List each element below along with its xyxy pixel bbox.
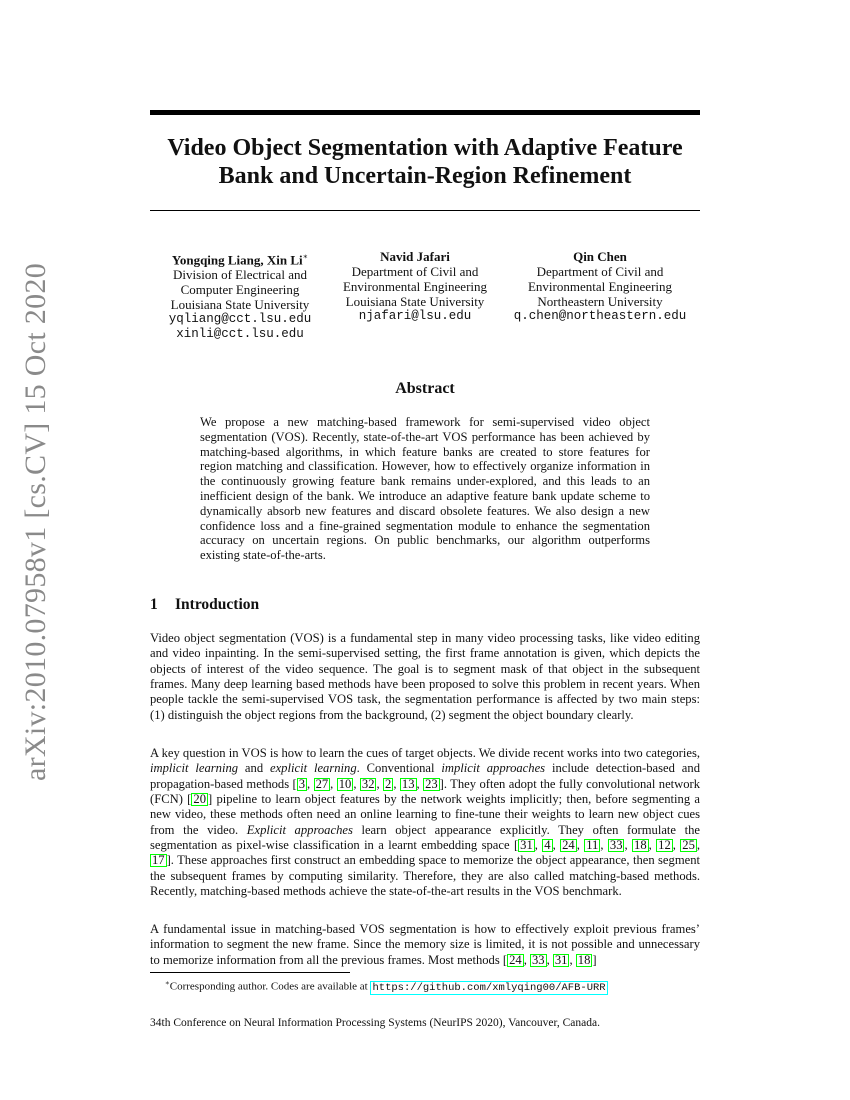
title-line-2: Bank and Uncertain-Region Refinement [218, 163, 632, 189]
arxiv-stamp [18, 262, 54, 782]
affiliation-line: Department of Civil and [351, 264, 479, 279]
citation-link[interactable]: 13 [401, 776, 415, 791]
author-block-3 [510, 249, 690, 324]
citation-link[interactable]: 27 [315, 776, 329, 791]
footnote-text: Corresponding author. Codes are available at [169, 980, 371, 993]
affiliation-line: Department of Civil and [536, 264, 664, 279]
author-email: xinli@cct.lsu.edu [176, 327, 304, 342]
author-name: Qin Chen [573, 249, 627, 264]
citation-link[interactable]: 31 [554, 952, 568, 967]
author-block-2 [335, 249, 495, 324]
author-email: q.chen@northeastern.edu [513, 309, 687, 323]
citation-link[interactable]: 18 [577, 952, 591, 967]
paragraph-3: A fundamental issue in matching-based VOS segmentation is how to effectively exploit previous frames’ information to segment the new frame. Since the memory size is limited, it is not possible and unnecessary to memorize information from all the previous frames. Most methods [ 24 , 33 , 31 , 18 ] [150, 922, 700, 967]
author-name: Yongqing Liang, Xin Li∗ [171, 252, 309, 268]
citation-group: 31 , 4 , 24 , 11 , 33 , 18 , 12 , 25 , 17 [152, 838, 701, 868]
footnote-rule [150, 972, 350, 973]
citation-link[interactable]: 23 [425, 776, 438, 791]
citation-link[interactable]: 25 [682, 838, 695, 853]
author-email: yqliang@cct.lsu.edu [168, 312, 312, 327]
citation-link[interactable]: 3 [298, 776, 306, 791]
arxiv-id: arXiv:2010.07958v1 [cs.CV] 15 Oct 2020 [19, 262, 52, 782]
citation-link[interactable]: 33 [531, 952, 545, 967]
citation-link[interactable]: 20 [193, 792, 206, 807]
citation-link[interactable]: 4 [544, 838, 551, 853]
section-title: Introduction [175, 596, 260, 613]
citation-group: 24 , 33 , 31 , 18 [509, 952, 591, 967]
citation-link[interactable]: 32 [361, 776, 375, 791]
code-url-link[interactable]: https://github.com/xmlyqing00/AFB-URR [372, 981, 606, 994]
abstract-body: We propose a new matching-based framework for semi-supervised video object segmentation (VOS). Recently, state-of-the-art VOS performance has been achieved by matching-based algorithms, in which feature banks are created to store features for region matching and classification. However, how to effectively organize information in the continuously growing feature bank remains under-explored, and this leads to an inefficient design of the bank. We introduce an adaptive feature bank update scheme to dynamically absorb new features and discard obsolete features. We also design a new confidence loss and a fine-grained segmentation module to enhance the segmentation accuracy on uncertain regions. On public benchmarks, our algorithm outperforms existing state-of-the-arts. [200, 415, 650, 563]
citation-link[interactable]: 10 [338, 776, 352, 791]
citation-link[interactable]: 17 [152, 853, 165, 868]
section-heading [150, 596, 259, 614]
citation-link[interactable]: 18 [634, 838, 647, 853]
citation-link[interactable]: 24 [509, 952, 522, 967]
title-line-1: Video Object Segmentation with Adaptive Feature [167, 135, 683, 161]
title-top-rule [150, 110, 700, 115]
affiliation-line: Environmental Engineering [527, 279, 673, 294]
affiliation-line: Northeastern University [537, 294, 663, 309]
citation-group: 3 , 27 , 10 , 32 , 2 , 13 , 23 [298, 776, 438, 791]
affiliation-line: Louisiana State University [345, 294, 485, 309]
paragraph-2: A key question in VOS is how to learn the cues of target objects. We divide recent works into two categories, implicit learning and explicit learning. Conventional implicit approaches include detection-based and propagation-based methods [ 3 , 27 , 10 , 32 , 2 , 13 , 23 ]. They often adopt the fully convolutional network (FCN) [ 20 ] pipeline to learn object features by the network weights implicitly; then, before segmenting a new video, these methods often need an online learning to fine-tune their weights to learn new object cues from the video. Explicit approaches learn object appearance explicitly. They often formulate the segmentation as pixel-wise classification in a learnt embedding space [ 31 , 4 , 24 , 11 , 33 , 18 , 12 , 25 , 17 ]. These approaches first construct an embedding space to memorize the object appearance, then segment the subsequent frames by computing similarity. Therefore, they are also called matching-based methods. Recently, matching-based methods achieve the state-of-the-art results in the VOS benchmark. [150, 746, 701, 899]
affiliation-line: Division of Electrical and [173, 267, 307, 283]
venue-footer: 34th Conference on Neural Information Processing Systems (NeurIPS 2020), Vancouver, Canada. [150, 1017, 600, 1029]
citation-link[interactable]: 12 [658, 838, 671, 853]
title-bottom-rule [150, 210, 700, 211]
footnote-mark: ∗ [165, 979, 170, 987]
citation-link[interactable]: 31 [520, 838, 533, 853]
section-number: 1 [150, 596, 158, 613]
author-email: njafari@lsu.edu [358, 309, 472, 323]
author-name: Navid Jafari [380, 249, 450, 264]
affiliation-line: Louisiana State University [170, 297, 310, 313]
affiliation-line: Computer Engineering [180, 282, 300, 298]
author-block-1 [160, 249, 320, 342]
footnote [165, 976, 608, 995]
citation-link[interactable]: 33 [609, 838, 623, 853]
paper-title [150, 134, 700, 190]
citation-link[interactable]: 24 [562, 838, 575, 853]
paragraph-1: Video object segmentation (VOS) is a fundamental step in many video processing tasks, like video editing and video inpainting. In the semi-supervised setting, the first frame annotation is given, which depicts the objects of interest of the video sequence. The goal is to segment mask of that object in the subsequent frames. Many deep learning based methods have been proposed to solve this problem in recent years. When people tackle the semi-supervised VOS task, the segmentation performance is affected by two main steps: (1) distinguish the object regions from the background, (2) segment the object boundary clearly. [150, 631, 700, 722]
affiliation-line: Environmental Engineering [342, 279, 488, 294]
abstract-heading: Abstract [395, 380, 455, 397]
citation-link[interactable]: 11 [586, 838, 599, 853]
citation-link[interactable]: 2 [385, 776, 392, 791]
